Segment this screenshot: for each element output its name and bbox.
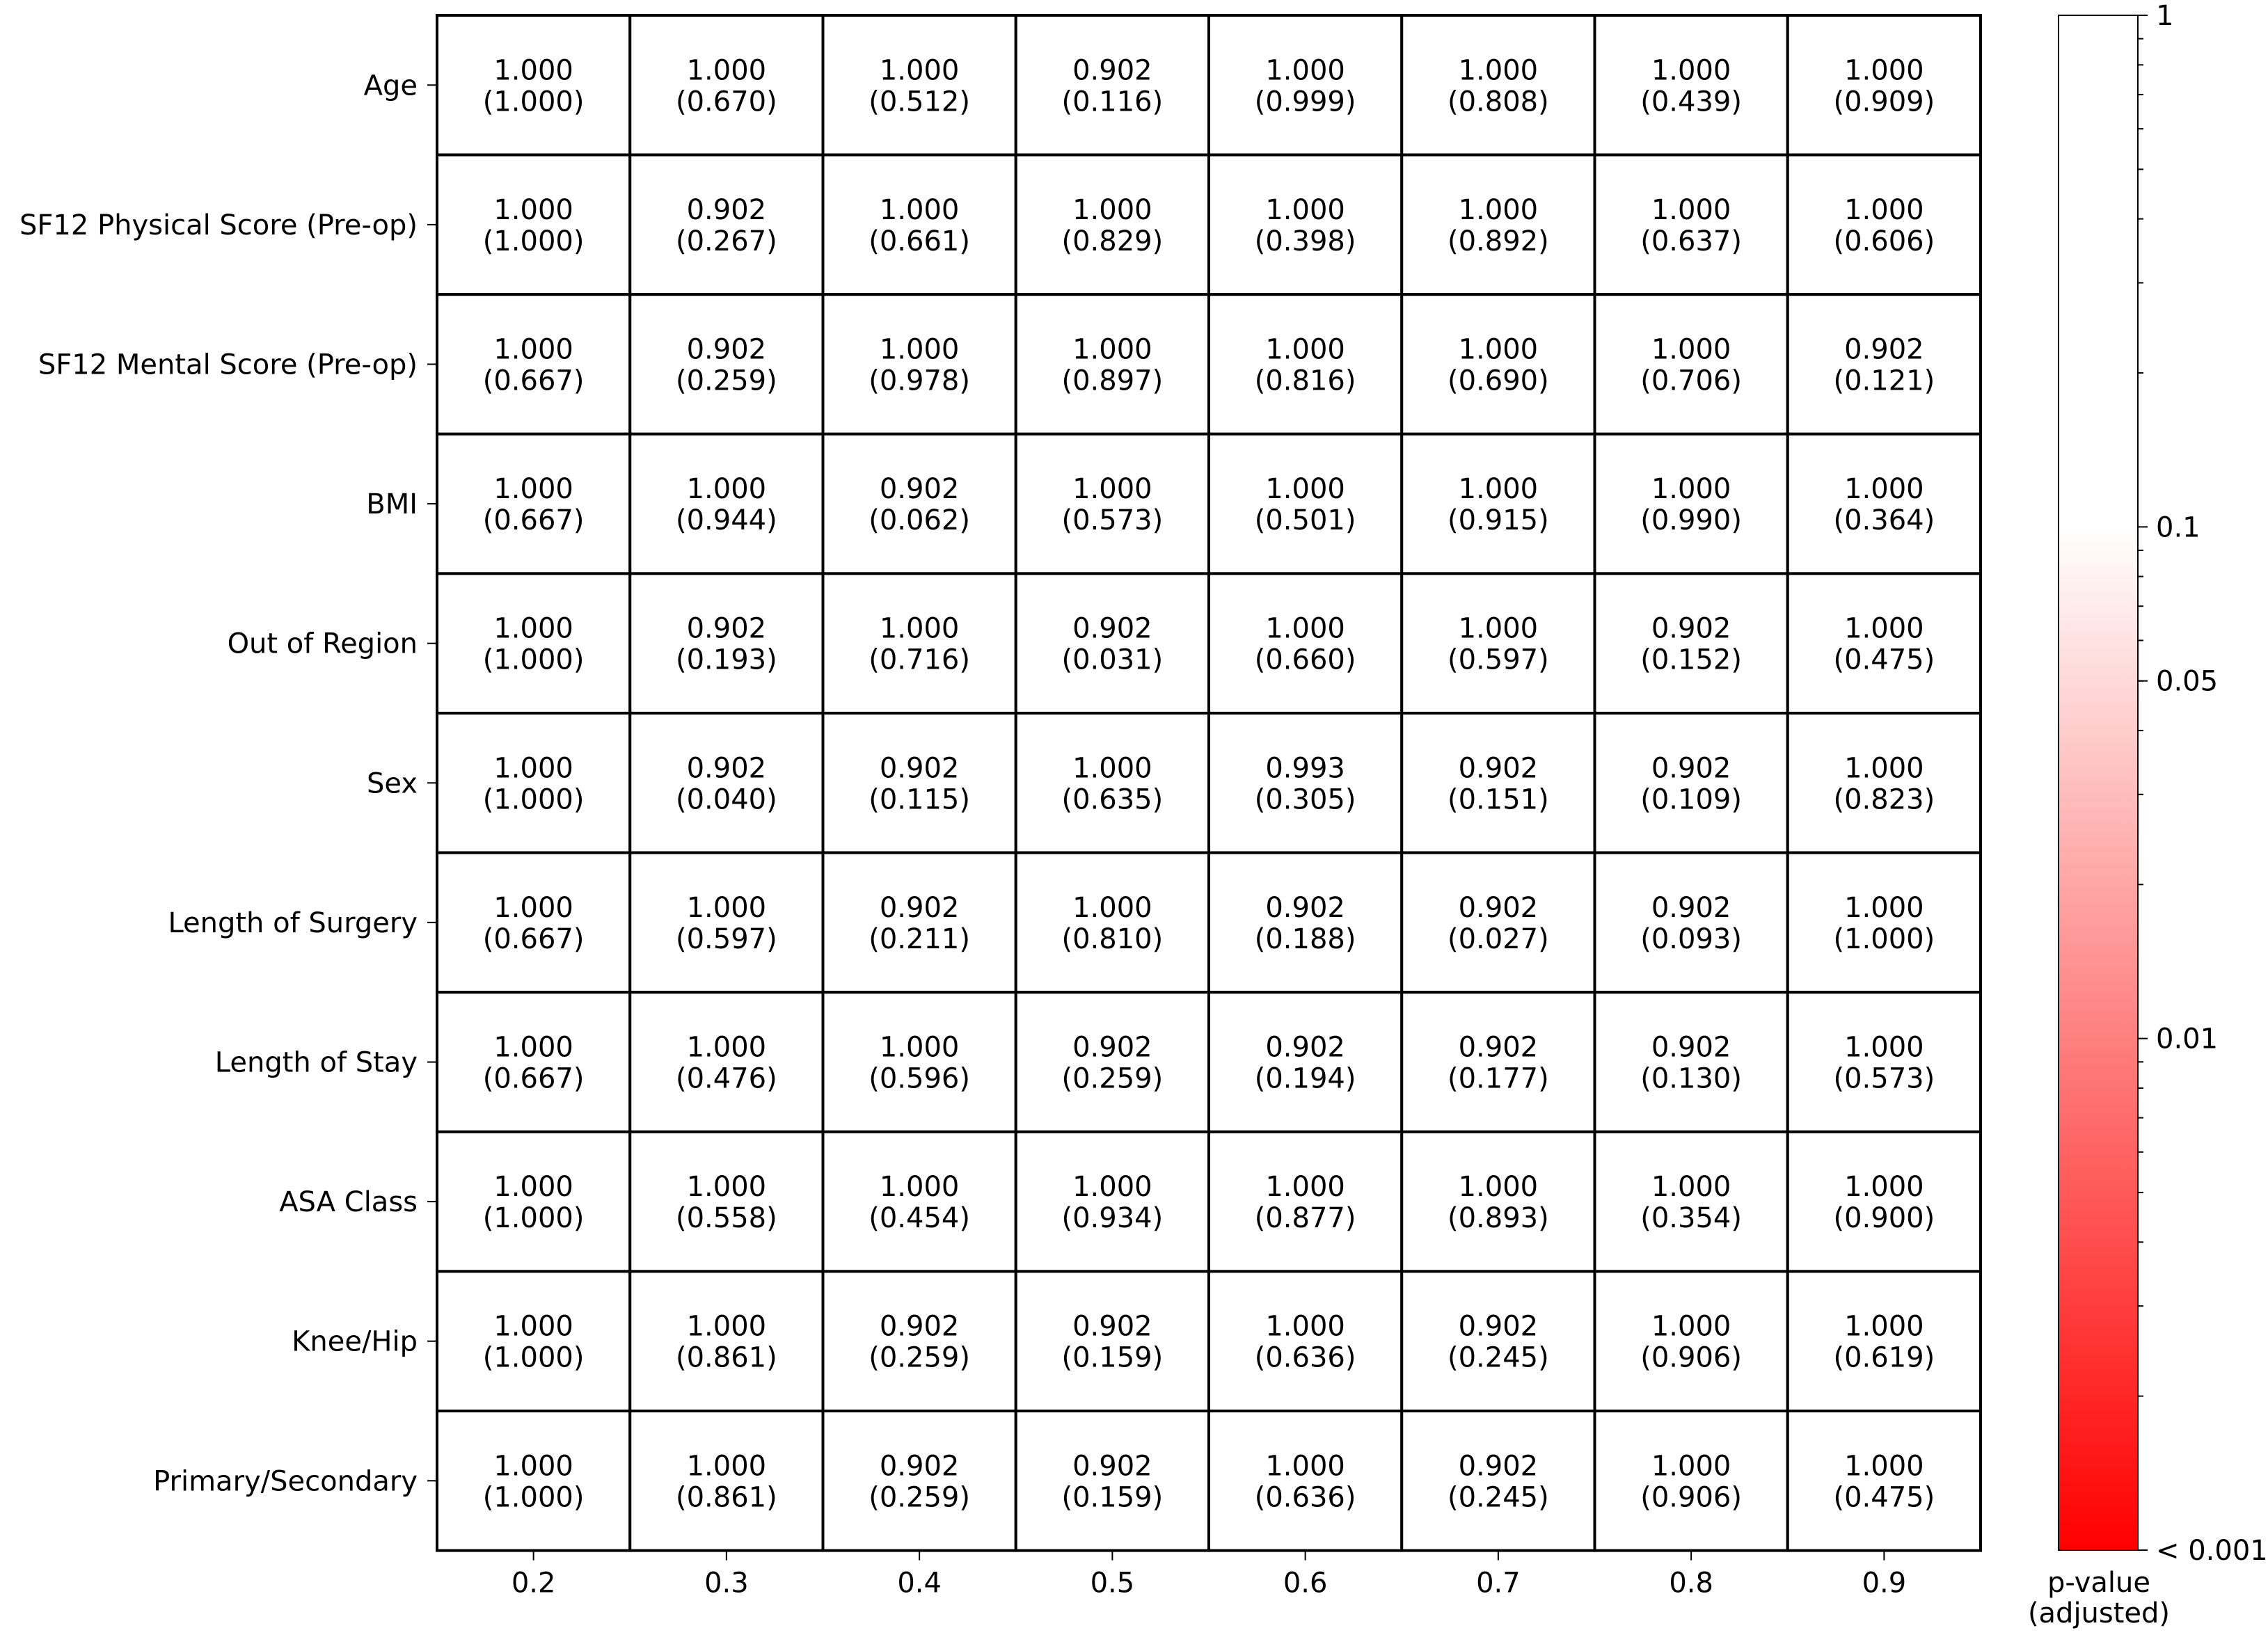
heatmap-cell [1402, 992, 1594, 1132]
cell-adjusted-p: 1.000 [1458, 473, 1539, 506]
cell-raw-p: (0.305) [1254, 783, 1356, 816]
cell-raw-p: (0.109) [1640, 783, 1742, 816]
heatmap-cell [1016, 1271, 1209, 1411]
cell-raw-p: (1.000) [482, 644, 585, 676]
heatmap-cell [823, 713, 1016, 853]
cell-adjusted-p: 0.902 [1651, 612, 1731, 645]
heatmap-cell [1788, 434, 1981, 574]
cell-raw-p: (0.512) [869, 86, 970, 118]
cell-adjusted-p: 1.000 [1265, 193, 1345, 226]
heatmap-cells [437, 15, 1981, 1551]
cell-raw-p: (0.706) [1640, 365, 1742, 397]
cell-adjusted-p: 0.902 [1072, 612, 1152, 645]
heatmap-cell [1402, 1271, 1594, 1411]
cell-adjusted-p: 1.000 [1844, 54, 1924, 87]
heatmap-cell [1595, 713, 1788, 853]
cell-adjusted-p: 1.000 [686, 473, 767, 506]
cell-raw-p: (0.259) [676, 365, 777, 397]
cell-adjusted-p: 1.000 [1844, 1031, 1924, 1064]
x-tick-label: 0.5 [1090, 1567, 1135, 1600]
x-tick-label: 0.3 [704, 1567, 749, 1600]
row-labels [19, 70, 437, 1497]
cell-adjusted-p: 0.902 [1072, 54, 1152, 87]
cell-raw-p: (0.573) [1061, 504, 1164, 537]
cell-raw-p: (0.606) [1833, 225, 1935, 257]
heatmap-cell [1595, 1271, 1788, 1411]
cell-raw-p: (0.259) [869, 1341, 970, 1374]
cell-adjusted-p: 0.902 [1265, 891, 1345, 924]
cell-raw-p: (0.909) [1833, 86, 1935, 118]
cell-adjusted-p: 1.000 [686, 1171, 767, 1204]
heatmap-cell [1209, 1271, 1402, 1411]
cell-raw-p: (0.893) [1448, 1202, 1549, 1235]
cell-adjusted-p: 1.000 [1844, 473, 1924, 506]
cell-adjusted-p: 0.902 [1458, 1031, 1539, 1064]
cell-raw-p: (0.597) [1448, 644, 1549, 676]
colorbar-tick-label: 0.1 [2156, 511, 2200, 544]
heatmap-cell [823, 1411, 1016, 1551]
cell-raw-p: (0.093) [1640, 923, 1742, 955]
cell-adjusted-p: 0.902 [879, 752, 960, 785]
cell-adjusted-p: 1.000 [1844, 891, 1924, 924]
cell-adjusted-p: 1.000 [1265, 1450, 1345, 1483]
cell-raw-p: (0.259) [1061, 1062, 1164, 1095]
cell-adjusted-p: 1.000 [493, 752, 573, 785]
cell-adjusted-p: 1.000 [879, 193, 960, 226]
heatmap-cell [1788, 15, 1981, 155]
cell-adjusted-p: 1.000 [493, 333, 573, 366]
heatmap-cell [437, 1411, 630, 1551]
y-tick-label: Sex [367, 767, 418, 800]
heatmap-cell [1788, 573, 1981, 713]
colorbar-tick-label: 1 [2156, 0, 2174, 32]
heatmap-cell [630, 155, 823, 295]
cell-raw-p: (0.637) [1640, 225, 1742, 257]
heatmap-cell [1209, 992, 1402, 1132]
heatmap-cell [1209, 1411, 1402, 1551]
cell-adjusted-p: 1.000 [1265, 54, 1345, 87]
y-tick-label: Length of Stay [214, 1046, 418, 1079]
cell-raw-p: (0.475) [1833, 1481, 1935, 1514]
cell-adjusted-p: 0.902 [1651, 891, 1731, 924]
heatmap-cell [1402, 434, 1594, 574]
heatmap-cell [1209, 434, 1402, 574]
heatmap-cell [1788, 853, 1981, 993]
heatmap-cell [630, 992, 823, 1132]
cell-adjusted-p: 1.000 [1458, 333, 1539, 366]
x-tick-label: 0.6 [1283, 1567, 1328, 1600]
cell-raw-p: (0.159) [1061, 1341, 1164, 1374]
colorbar-label: p-value [2047, 1567, 2151, 1599]
cell-adjusted-p: 1.000 [1844, 1171, 1924, 1204]
heatmap-cell [1016, 155, 1209, 295]
cell-raw-p: (0.635) [1061, 783, 1164, 816]
cell-adjusted-p: 1.000 [1458, 54, 1539, 87]
cell-adjusted-p: 0.902 [879, 891, 960, 924]
cell-adjusted-p: 0.902 [1072, 1031, 1152, 1064]
heatmap-cell [1595, 853, 1788, 993]
cell-adjusted-p: 1.000 [1072, 333, 1152, 366]
cell-raw-p: (0.151) [1448, 783, 1549, 816]
y-tick-label: Knee/Hip [292, 1325, 418, 1358]
heatmap-cell [630, 853, 823, 993]
cell-adjusted-p: 1.000 [493, 193, 573, 226]
cell-adjusted-p: 1.000 [1651, 1450, 1731, 1483]
cell-adjusted-p: 1.000 [493, 1310, 573, 1343]
cell-adjusted-p: 1.000 [1651, 54, 1731, 87]
colorbar-tick-label: 0.01 [2156, 1023, 2219, 1055]
cell-adjusted-p: 1.000 [1072, 193, 1152, 226]
cell-adjusted-p: 1.000 [1265, 612, 1345, 645]
cell-raw-p: (0.439) [1640, 86, 1742, 118]
cell-adjusted-p: 1.000 [879, 1171, 960, 1204]
cell-raw-p: (0.690) [1448, 365, 1549, 397]
cell-adjusted-p: 1.000 [1458, 612, 1539, 645]
cell-adjusted-p: 1.000 [493, 612, 573, 645]
heatmap-cell [1209, 155, 1402, 295]
heatmap-cell [437, 992, 630, 1132]
heatmap-cell [1016, 713, 1209, 853]
cell-adjusted-p: 1.000 [1072, 473, 1152, 506]
cell-adjusted-p: 1.000 [879, 333, 960, 366]
heatmap-cell [823, 853, 1016, 993]
heatmap-cell [630, 713, 823, 853]
cell-raw-p: (0.159) [1061, 1481, 1164, 1514]
cell-adjusted-p: 1.000 [1651, 1171, 1731, 1204]
heatmap-cell [1016, 1132, 1209, 1272]
heatmap-cell [630, 434, 823, 574]
cell-raw-p: (1.000) [482, 1202, 585, 1235]
heatmap-cell [1788, 1132, 1981, 1272]
heatmap-cell [1209, 713, 1402, 853]
y-tick-label: Age [363, 70, 418, 102]
heatmap-cell [630, 1271, 823, 1411]
y-tick-label: Primary/Secondary [153, 1465, 418, 1498]
heatmap-cell [437, 573, 630, 713]
y-tick-label: Out of Region [227, 628, 418, 660]
y-tick-label: SF12 Mental Score (Pre-op) [38, 349, 418, 381]
heatmap-cell [823, 573, 1016, 713]
cell-adjusted-p: 0.993 [1265, 752, 1345, 785]
heatmap-cell [1209, 294, 1402, 434]
cell-raw-p: (0.188) [1254, 923, 1356, 955]
cell-adjusted-p: 1.000 [1651, 473, 1731, 506]
cell-raw-p: (0.636) [1254, 1481, 1356, 1514]
cell-adjusted-p: 1.000 [493, 54, 573, 87]
cell-adjusted-p: 1.000 [1265, 1310, 1345, 1343]
cell-raw-p: (0.667) [482, 504, 585, 537]
heatmap-cell [630, 1132, 823, 1272]
column-labels [512, 1551, 1906, 1600]
cell-adjusted-p: 1.000 [1844, 1310, 1924, 1343]
cell-adjusted-p: 1.000 [879, 612, 960, 645]
cell-raw-p: (1.000) [482, 1341, 585, 1374]
cell-raw-p: (0.130) [1640, 1062, 1742, 1095]
heatmap-cell [1016, 853, 1209, 993]
cell-adjusted-p: 1.000 [493, 1171, 573, 1204]
cell-adjusted-p: 1.000 [493, 473, 573, 506]
cell-raw-p: (0.194) [1254, 1062, 1356, 1095]
cell-raw-p: (0.810) [1061, 923, 1164, 955]
heatmap-cell [1788, 1271, 1981, 1411]
heatmap-cell [1209, 573, 1402, 713]
cell-adjusted-p: 1.000 [686, 1310, 767, 1343]
cell-raw-p: (0.892) [1448, 225, 1549, 257]
cell-adjusted-p: 0.902 [1458, 1310, 1539, 1343]
cell-raw-p: (0.823) [1833, 783, 1935, 816]
heatmap-cell [1402, 15, 1594, 155]
cell-raw-p: (0.978) [869, 365, 970, 397]
cell-raw-p: (0.861) [676, 1341, 777, 1374]
cell-adjusted-p: 0.902 [1458, 752, 1539, 785]
cell-raw-p: (1.000) [482, 225, 585, 257]
cell-adjusted-p: 1.000 [1072, 752, 1152, 785]
cell-raw-p: (0.476) [676, 1062, 777, 1095]
cell-raw-p: (0.354) [1640, 1202, 1742, 1235]
heatmap-cell [1402, 155, 1594, 295]
heatmap-cell [1595, 434, 1788, 574]
cell-adjusted-p: 0.902 [686, 612, 767, 645]
colorbar-tick-label: < 0.001 [2156, 1535, 2268, 1567]
cell-raw-p: (0.475) [1833, 644, 1935, 676]
cell-raw-p: (0.906) [1640, 1481, 1742, 1514]
heatmap-cell [1595, 1132, 1788, 1272]
heatmap-cell [823, 434, 1016, 574]
heatmap-cell [1209, 853, 1402, 993]
heatmap-cell [1209, 1132, 1402, 1272]
cell-raw-p: (0.660) [1254, 644, 1356, 676]
y-tick-label: ASA Class [279, 1186, 418, 1219]
cell-raw-p: (0.211) [869, 923, 970, 955]
cell-raw-p: (0.877) [1254, 1202, 1356, 1235]
heatmap-cell [823, 1132, 1016, 1272]
cell-raw-p: (0.116) [1061, 86, 1164, 118]
y-tick-label: SF12 Physical Score (Pre-op) [19, 209, 418, 241]
cell-adjusted-p: 1.000 [686, 1031, 767, 1064]
x-tick-label: 0.8 [1669, 1567, 1713, 1600]
heatmap-cell [1788, 1411, 1981, 1551]
heatmap-cell [1595, 573, 1788, 713]
cell-raw-p: (0.816) [1254, 365, 1356, 397]
cell-adjusted-p: 0.902 [686, 333, 767, 366]
heatmap-cell [1209, 15, 1402, 155]
cell-raw-p: (0.990) [1640, 504, 1742, 537]
heatmap-cell [1016, 992, 1209, 1132]
cell-adjusted-p: 0.902 [1265, 1031, 1345, 1064]
cell-raw-p: (0.245) [1448, 1481, 1549, 1514]
cell-raw-p: (0.915) [1448, 504, 1549, 537]
cell-adjusted-p: 0.902 [1458, 891, 1539, 924]
cell-adjusted-p: 0.902 [1844, 333, 1924, 366]
heatmap-cell [823, 992, 1016, 1132]
heatmap-cell [437, 15, 630, 155]
heatmap-cell [630, 294, 823, 434]
heatmap-cell [1402, 713, 1594, 853]
cell-raw-p: (1.000) [1833, 923, 1935, 955]
cell-raw-p: (0.454) [869, 1202, 970, 1235]
cell-adjusted-p: 1.000 [1844, 1450, 1924, 1483]
cell-raw-p: (0.177) [1448, 1062, 1549, 1095]
heatmap-cell [1788, 155, 1981, 295]
cell-raw-p: (0.667) [482, 1062, 585, 1095]
colorbar-gradient [2059, 15, 2138, 1550]
cell-raw-p: (0.364) [1833, 504, 1935, 537]
cell-adjusted-p: 0.902 [879, 1310, 960, 1343]
cell-adjusted-p: 1.000 [1265, 333, 1345, 366]
heatmap-cell [1595, 1411, 1788, 1551]
cell-raw-p: (0.152) [1640, 644, 1742, 676]
cell-adjusted-p: 1.000 [493, 891, 573, 924]
cell-adjusted-p: 0.902 [686, 193, 767, 226]
colorbar-tick-label: 0.05 [2156, 665, 2219, 698]
heatmap-cell [823, 15, 1016, 155]
cell-adjusted-p: 1.000 [1844, 612, 1924, 645]
cell-adjusted-p: 1.000 [1458, 193, 1539, 226]
cell-raw-p: (0.999) [1254, 86, 1356, 118]
heatmap-cell [823, 1271, 1016, 1411]
cell-raw-p: (0.906) [1640, 1341, 1742, 1374]
heatmap-cell [437, 294, 630, 434]
cell-raw-p: (0.501) [1254, 504, 1356, 537]
cell-raw-p: (0.558) [676, 1202, 777, 1235]
cell-raw-p: (0.597) [676, 923, 777, 955]
cell-raw-p: (0.193) [676, 644, 777, 676]
heatmap-cell [630, 573, 823, 713]
cell-raw-p: (0.900) [1833, 1202, 1935, 1235]
heatmap-cell [823, 155, 1016, 295]
heatmap-cell [1595, 155, 1788, 295]
cell-raw-p: (0.829) [1061, 225, 1164, 257]
cell-raw-p: (0.062) [869, 504, 970, 537]
cell-raw-p: (0.573) [1833, 1062, 1935, 1095]
cell-adjusted-p: 1.000 [1072, 891, 1152, 924]
cell-raw-p: (1.000) [482, 783, 585, 816]
cell-raw-p: (0.027) [1448, 923, 1549, 955]
y-tick-label: BMI [366, 488, 418, 521]
heatmap-cell [437, 1271, 630, 1411]
cell-raw-p: (0.670) [676, 86, 777, 118]
x-tick-label: 0.9 [1862, 1567, 1907, 1600]
heatmap-cell [1402, 1411, 1594, 1551]
x-tick-label: 0.7 [1476, 1567, 1521, 1600]
cell-adjusted-p: 1.000 [1651, 1310, 1731, 1343]
heatmap-cell [1016, 15, 1209, 155]
heatmap-cell [1402, 573, 1594, 713]
heatmap-cell [1016, 573, 1209, 713]
heatmap-cell [1402, 853, 1594, 993]
cell-raw-p: (0.944) [676, 504, 777, 537]
heatmap-cell [630, 1411, 823, 1551]
heatmap-cell [437, 155, 630, 295]
cell-raw-p: (0.861) [676, 1481, 777, 1514]
heatmap-cell [1016, 434, 1209, 574]
cell-adjusted-p: 1.000 [1265, 1171, 1345, 1204]
heatmap-cell [1402, 294, 1594, 434]
cell-adjusted-p: 1.000 [1265, 473, 1345, 506]
x-tick-label: 0.4 [897, 1567, 942, 1600]
heatmap-cell [1595, 15, 1788, 155]
cell-raw-p: (0.667) [482, 365, 585, 397]
heatmap-cell [1016, 294, 1209, 434]
cell-raw-p: (0.031) [1061, 644, 1164, 676]
cell-adjusted-p: 0.902 [1072, 1450, 1152, 1483]
cell-adjusted-p: 0.902 [1458, 1450, 1539, 1483]
cell-raw-p: (0.934) [1061, 1202, 1164, 1235]
colorbar-label: (adjusted) [2027, 1597, 2171, 1629]
cell-adjusted-p: 1.000 [1844, 193, 1924, 226]
cell-adjusted-p: 1.000 [686, 54, 767, 87]
cell-raw-p: (0.398) [1254, 225, 1356, 257]
heatmap-cell [437, 1132, 630, 1272]
cell-adjusted-p: 0.902 [1072, 1310, 1152, 1343]
heatmap-cell [1595, 992, 1788, 1132]
cell-adjusted-p: 1.000 [493, 1450, 573, 1483]
heatmap-cell [1788, 294, 1981, 434]
cell-raw-p: (0.808) [1448, 86, 1549, 118]
x-tick-label: 0.2 [511, 1567, 556, 1600]
cell-adjusted-p: 1.000 [1651, 333, 1731, 366]
cell-adjusted-p: 1.000 [1651, 193, 1731, 226]
heatmap-cell [1595, 294, 1788, 434]
cell-raw-p: (0.259) [869, 1481, 970, 1514]
cell-adjusted-p: 0.902 [1651, 752, 1731, 785]
heatmap-cell [437, 713, 630, 853]
cell-adjusted-p: 1.000 [686, 1450, 767, 1483]
cell-adjusted-p: 1.000 [1072, 1171, 1152, 1204]
heatmap-cell [630, 15, 823, 155]
cell-raw-p: (0.040) [676, 783, 777, 816]
heatmap-cell [823, 294, 1016, 434]
cell-raw-p: (0.245) [1448, 1341, 1549, 1374]
cell-raw-p: (0.897) [1061, 365, 1164, 397]
cell-raw-p: (0.661) [869, 225, 970, 257]
cell-adjusted-p: 1.000 [686, 891, 767, 924]
cell-adjusted-p: 1.000 [1458, 1171, 1539, 1204]
cell-raw-p: (0.667) [482, 923, 585, 955]
cell-adjusted-p: 0.902 [879, 1450, 960, 1483]
cell-adjusted-p: 1.000 [879, 54, 960, 87]
cell-raw-p: (1.000) [482, 1481, 585, 1514]
cell-adjusted-p: 0.902 [686, 752, 767, 785]
cell-raw-p: (0.596) [869, 1062, 970, 1095]
heatmap-cell [1402, 1132, 1594, 1272]
cell-adjusted-p: 1.000 [879, 1031, 960, 1064]
cell-raw-p: (0.716) [869, 644, 970, 676]
colorbar [2028, 0, 2268, 1629]
heatmap-cell [1788, 713, 1981, 853]
heatmap-cell [437, 434, 630, 574]
cell-raw-p: (0.121) [1833, 365, 1935, 397]
cell-adjusted-p: 0.902 [1651, 1031, 1731, 1064]
y-tick-label: Length of Surgery [168, 907, 418, 939]
cell-adjusted-p: 1.000 [493, 1031, 573, 1064]
cell-raw-p: (0.115) [869, 783, 970, 816]
cell-raw-p: (1.000) [482, 86, 585, 118]
heatmap-cell [437, 853, 630, 993]
cell-adjusted-p: 0.902 [879, 473, 960, 506]
cell-raw-p: (0.267) [676, 225, 777, 257]
cell-adjusted-p: 1.000 [1844, 752, 1924, 785]
cell-raw-p: (0.619) [1833, 1341, 1935, 1374]
heatmap-cell [1016, 1411, 1209, 1551]
heatmap-cell [1788, 992, 1981, 1132]
cell-raw-p: (0.636) [1254, 1341, 1356, 1374]
